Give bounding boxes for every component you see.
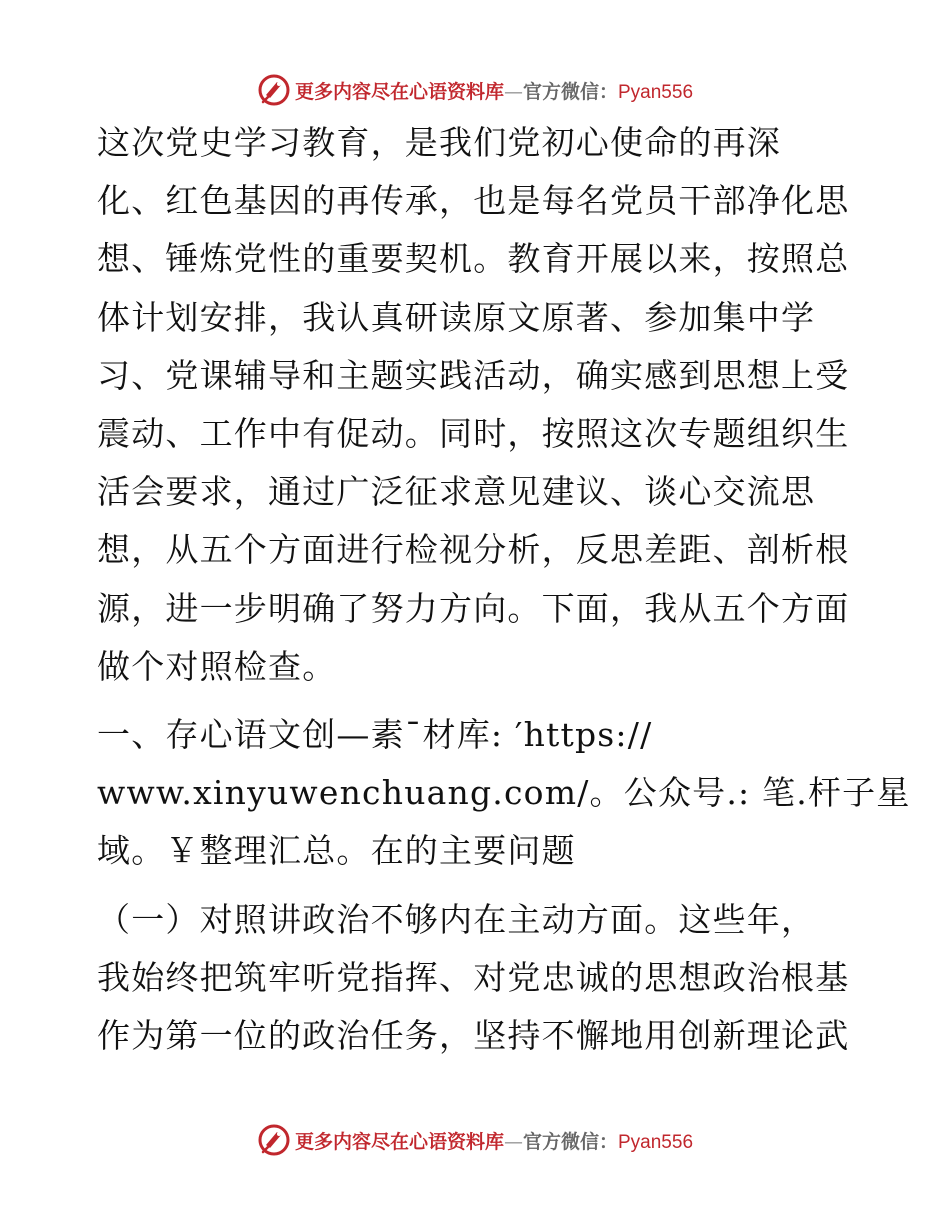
text-line: 这次党史学习教育，是我们党初心使命的再深: [97, 123, 781, 162]
text-line: 域。￥整理汇总。在的主要问题: [97, 831, 576, 871]
footer-watermark-banner: [0, 1120, 950, 1160]
text-line: 做个对照检查。: [97, 646, 337, 686]
banner-wechat-id: Pyan556: [618, 1131, 694, 1153]
banner-separator: —: [503, 80, 523, 103]
banner-wechat-id: Pyan556: [618, 81, 694, 103]
text-line: 震动、工作中有促动。同时，按照这次专题组织生: [97, 414, 850, 454]
banner-main-text: 更多内容尽在心语资料库: [294, 1130, 504, 1153]
library-logo-icon: [257, 1123, 291, 1157]
banner-main-text: 更多内容尽在心语资料库: [294, 80, 504, 103]
text-line: （一）对照讲政治不够内在主动方面。这些年，: [97, 899, 816, 939]
banner-text: [295, 1127, 693, 1154]
text-line: 体计划安排，我认真研读原文原著、参加集中学: [97, 297, 816, 337]
paragraph-subsection-one: [97, 891, 857, 1066]
banner-separator: —: [503, 1130, 523, 1153]
text-line: 习、党课辅导和主题实践活动，确实感到思想上受: [97, 355, 850, 395]
text-line: 我始终把筑牢听党指挥、对党忠诚的思想政治根基: [97, 957, 850, 997]
text-line: 活会要求，通过广泛征求意见建议、谈心交流思: [97, 472, 816, 512]
header-watermark-banner: [0, 70, 950, 110]
library-logo-icon: [257, 73, 291, 107]
banner-text: [295, 77, 693, 104]
text-line: 一、存心语文创—素¯材库: ′https://: [97, 715, 653, 755]
banner-wechat-label: 官方微信：: [522, 80, 618, 103]
paragraph-section-heading: [97, 706, 911, 881]
text-line: 作为第一位的政治任务，坚持不懈地用创新理论武: [97, 1016, 850, 1056]
text-line: 源，进一步明确了努力方向。下面，我从五个方面: [97, 588, 850, 628]
text-line: 化、红色基因的再传承，也是每名党员干部净化思: [97, 181, 850, 221]
text-line: www.xinyuwenchuang.com/。公众号.: 笔.杆子星: [97, 773, 911, 813]
text-line: 想，从五个方面进行检视分析，反思差距、剖析根: [97, 530, 850, 570]
banner-wechat-label: 官方微信：: [522, 1130, 618, 1153]
document-body: [97, 114, 911, 1065]
text-line: 想、锤炼党性的重要契机。教育开展以来，按照总: [97, 239, 850, 279]
paragraph-intro: [97, 114, 857, 696]
